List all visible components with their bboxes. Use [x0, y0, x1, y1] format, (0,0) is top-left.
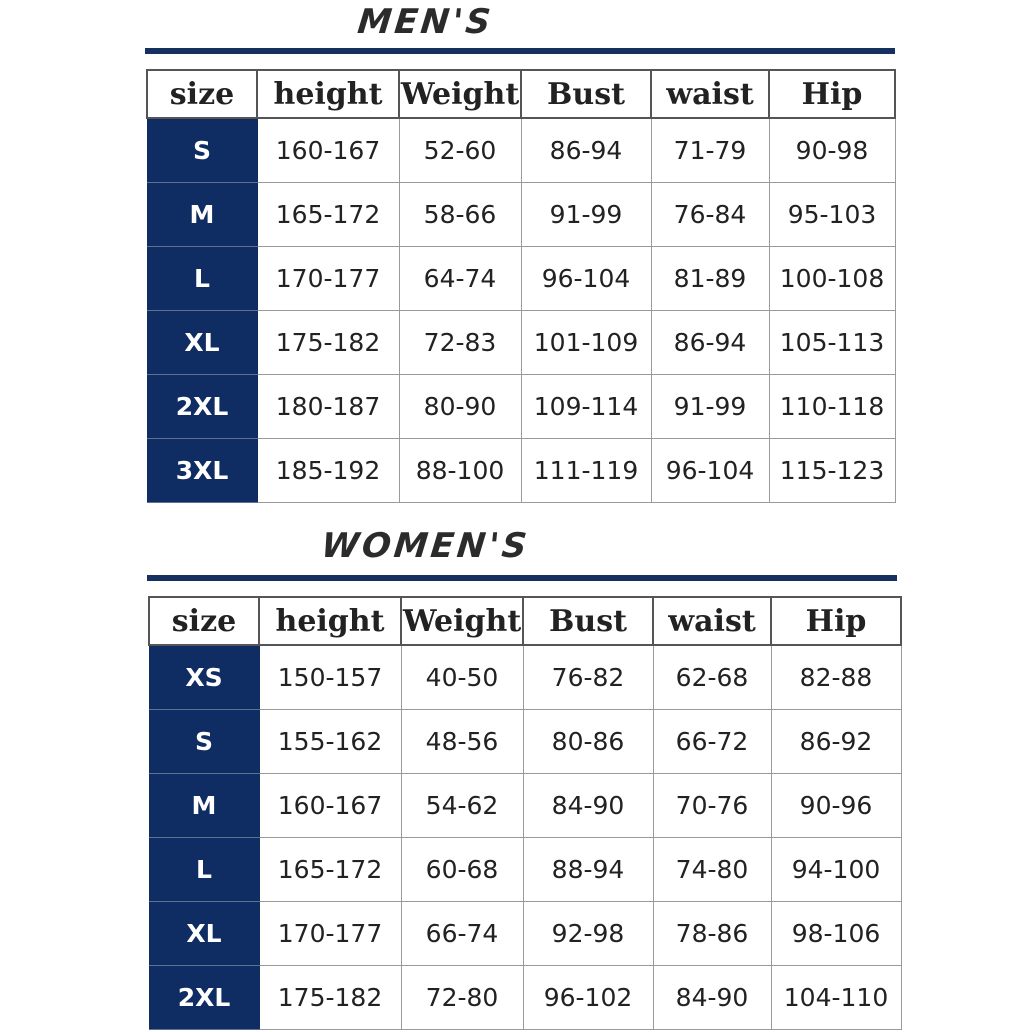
hip-value: 100-108 — [769, 246, 895, 310]
header-waist: waist — [653, 597, 771, 645]
weight-value: 66-74 — [401, 901, 523, 965]
bust-value: 91-99 — [521, 182, 651, 246]
hip-value: 90-96 — [771, 773, 901, 837]
header-bust: Bust — [523, 597, 653, 645]
header-weight: Weight — [399, 70, 521, 118]
bust-value: 96-102 — [523, 965, 653, 1029]
table-row — [149, 901, 901, 965]
table-row — [149, 837, 901, 901]
height-value: 175-182 — [259, 965, 401, 1029]
mens-divider — [145, 48, 895, 54]
waist-value: 71-79 — [651, 118, 769, 182]
table-row — [149, 645, 901, 709]
waist-value: 81-89 — [651, 246, 769, 310]
size-label: M — [147, 182, 257, 246]
bust-value: 84-90 — [523, 773, 653, 837]
bust-value: 96-104 — [521, 246, 651, 310]
weight-value: 80-90 — [399, 374, 521, 438]
bust-value: 92-98 — [523, 901, 653, 965]
header-waist: waist — [651, 70, 769, 118]
height-value: 170-177 — [257, 246, 399, 310]
bust-value: 88-94 — [523, 837, 653, 901]
waist-value: 78-86 — [653, 901, 771, 965]
hip-value: 82-88 — [771, 645, 901, 709]
bust-value: 86-94 — [521, 118, 651, 182]
hip-value: 110-118 — [769, 374, 895, 438]
size-label: S — [147, 118, 257, 182]
weight-value: 88-100 — [399, 438, 521, 502]
size-label: S — [149, 709, 259, 773]
bust-value: 101-109 — [521, 310, 651, 374]
hip-value: 104-110 — [771, 965, 901, 1029]
table-row — [147, 118, 895, 182]
weight-value: 40-50 — [401, 645, 523, 709]
weight-value: 54-62 — [401, 773, 523, 837]
size-label: XL — [147, 310, 257, 374]
header-size: size — [147, 70, 257, 118]
womens-divider — [147, 575, 897, 581]
weight-value: 60-68 — [401, 837, 523, 901]
hip-value: 98-106 — [771, 901, 901, 965]
height-value: 165-172 — [259, 837, 401, 901]
mens-size-table — [146, 69, 896, 503]
hip-value: 95-103 — [769, 182, 895, 246]
table-row — [147, 246, 895, 310]
hip-value: 94-100 — [771, 837, 901, 901]
weight-value: 72-80 — [401, 965, 523, 1029]
height-value: 185-192 — [257, 438, 399, 502]
bust-value: 76-82 — [523, 645, 653, 709]
table-row — [147, 310, 895, 374]
hip-value: 115-123 — [769, 438, 895, 502]
waist-value: 74-80 — [653, 837, 771, 901]
size-label: 2XL — [149, 965, 259, 1029]
table-row — [149, 773, 901, 837]
weight-value: 72-83 — [399, 310, 521, 374]
height-value: 170-177 — [259, 901, 401, 965]
waist-value: 66-72 — [653, 709, 771, 773]
waist-value: 62-68 — [653, 645, 771, 709]
waist-value: 76-84 — [651, 182, 769, 246]
hip-value: 90-98 — [769, 118, 895, 182]
height-value: 150-157 — [259, 645, 401, 709]
waist-value: 84-90 — [653, 965, 771, 1029]
hip-value: 86-92 — [771, 709, 901, 773]
mens-title: MEN'S — [355, 2, 496, 42]
hip-value: 105-113 — [769, 310, 895, 374]
header-weight: Weight — [401, 597, 523, 645]
table-row — [149, 709, 901, 773]
table-header-row — [147, 70, 895, 118]
height-value: 155-162 — [259, 709, 401, 773]
header-size: size — [149, 597, 259, 645]
weight-value: 48-56 — [401, 709, 523, 773]
size-label: L — [149, 837, 259, 901]
header-hip: Hip — [769, 70, 895, 118]
table-row — [147, 374, 895, 438]
size-label: XS — [149, 645, 259, 709]
size-label: 3XL — [147, 438, 257, 502]
size-label: 2XL — [147, 374, 257, 438]
height-value: 180-187 — [257, 374, 399, 438]
height-value: 160-167 — [259, 773, 401, 837]
womens-title: WOMEN'S — [319, 526, 532, 566]
table-row — [149, 965, 901, 1029]
weight-value: 52-60 — [399, 118, 521, 182]
waist-value: 70-76 — [653, 773, 771, 837]
size-label: M — [149, 773, 259, 837]
waist-value: 96-104 — [651, 438, 769, 502]
bust-value: 80-86 — [523, 709, 653, 773]
womens-size-table — [148, 596, 902, 1030]
table-row — [147, 438, 895, 502]
weight-value: 64-74 — [399, 246, 521, 310]
header-hip: Hip — [771, 597, 901, 645]
waist-value: 91-99 — [651, 374, 769, 438]
height-value: 160-167 — [257, 118, 399, 182]
bust-value: 111-119 — [521, 438, 651, 502]
header-height: height — [257, 70, 399, 118]
header-height: height — [259, 597, 401, 645]
height-value: 175-182 — [257, 310, 399, 374]
size-label: L — [147, 246, 257, 310]
table-header-row — [149, 597, 901, 645]
weight-value: 58-66 — [399, 182, 521, 246]
table-row — [147, 182, 895, 246]
height-value: 165-172 — [257, 182, 399, 246]
header-bust: Bust — [521, 70, 651, 118]
bust-value: 109-114 — [521, 374, 651, 438]
waist-value: 86-94 — [651, 310, 769, 374]
size-label: XL — [149, 901, 259, 965]
